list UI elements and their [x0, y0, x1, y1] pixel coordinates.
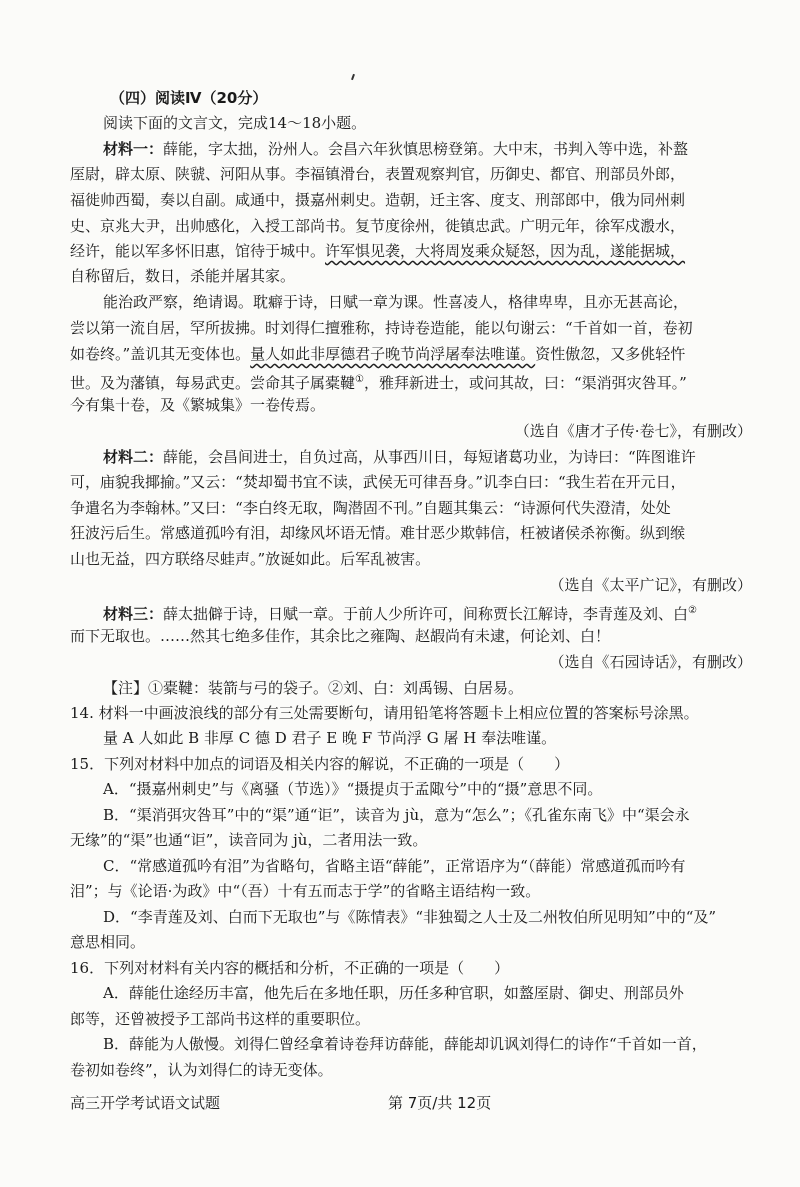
material2-line-3: 争遣名为李翰林。”又曰：“李白终无取，陶潜固不刊。”自题其集云：“诗源何代失澄清，处处 [70, 499, 671, 517]
material2-line-4: 狂波污后生。常感道孤吟有泪，却缘风坏语无情。难甘恶少欺韩信，枉被诸侯杀祢衡。纵到缑 [70, 524, 686, 542]
q15-option-a: A．“摄嘉州刺史”与《离骚（节选）》“摄提贞于孟陬兮”中的“摄”意思不同。 [103, 780, 603, 798]
note-ref-2: ② [688, 605, 697, 616]
q15-option-d-line-1: D．“李青莲及刘、白而下无取也”与《陈情表》“非独蜀之人士及二州牧伯所见明知”中的“及” [103, 908, 717, 926]
material3-label: 材料三： [103, 605, 164, 623]
intro-line: 阅读下面的文言文，完成14～18小题。 [103, 114, 367, 132]
scan-speck [351, 74, 355, 80]
material1-source: （选自《唐才子传·卷七》，有删改） [514, 422, 752, 440]
q16-option-b-line-2: 卷初如卷终”，认为刘得仁的诗无变体。 [70, 1061, 333, 1079]
material3-source: （选自《石园诗话》，有删改） [549, 653, 752, 671]
material1-label: 材料一： [103, 140, 164, 158]
material1-para2-line-5: 今有集十卷，及《繁城集》一卷传焉。 [70, 396, 326, 414]
material2-line-1: 材料二：薛能，会昌间进士，自负过高，从事西川日，每短诸葛功业，为诗曰：“阵图谁许 [103, 448, 696, 466]
footer-exam-title: 高三开学考试语文试题 [70, 1094, 221, 1112]
material3-line-2: 而下无取也。……然其七绝多佳作，其余比之雍陶、赵嘏尚有未逮，何论刘、白！ [70, 627, 611, 645]
material1-line-3: 福徙帅西蜀，奏以自副。咸通中，摄嘉州刺史。造朝，迁主客、度支、刑部郎中，俄为同州刺 [70, 191, 686, 209]
material3-line-1: 材料三：薛太拙僻于诗，日赋一章。于前人少所许可，间称贾长江解诗，李青莲及刘、白② [103, 605, 697, 623]
material1-line-6: 自称留后，数日，杀能并屠其家。 [70, 267, 296, 285]
wavy-underline-segment-2: 量人如此非厚德君子晚节尚浮屠奉法唯谨。 [250, 345, 536, 363]
material1-line-4: 史、京兆大尹，出帅感化，入授工部尚书。复节度徐州，徙镇忠武。广明元年，徐军戍溵水， [70, 217, 686, 235]
q15-option-b-line-1: B．“渠消弭灾咎耳”中的“渠”通“讵”，读音为 jù，意为“怎么”；《孔雀东南飞》中“渠会永 [103, 806, 690, 824]
q15-option-c-line-2: 泪”；与《论语·为政》中“（吾）十有五而志于学”的省略主语结构一致。 [70, 882, 541, 900]
q16-option-a-line-1: A．薛能仕途经历丰富，他先后在多地任职，历任多种官职，如盩厔尉、御史、刑部员外 [103, 984, 684, 1002]
material2-source: （选自《太平广记》，有删改） [549, 576, 752, 594]
q14-stem: 14. 材料一中画波浪线的部分有三处需要断句，请用铅笔将答题卡上相应位置的答案标号涂黑。 [70, 704, 699, 722]
note-ref-1: ① [355, 374, 364, 385]
q16-option-b-line-1: B．薛能为人傲慢。刘得仁曾经拿着诗卷拜访薛能，薛能却讥讽刘得仁的诗作“千首如一首， [103, 1035, 707, 1053]
material1-line-2: 厔尉，辟太原、陕虢、河阳从事。李福镇滑台，表置观察判官，历御史、都官、刑部员外郎， [70, 165, 686, 183]
wavy-underline-segment-1: 许军惧见袭，大将周岌乘众疑怒，因为乱，遂能据城， [325, 242, 686, 260]
notes: 【注】①橐鞬：装箭与弓的袋子。②刘、白：刘禹锡、白居易。 [103, 679, 524, 697]
q16-option-a-line-2: 郎等，还曾被授予工部尚书这样的重要职位。 [70, 1010, 371, 1028]
q16-stem: 16．下列对材料有关内容的概括和分析，不正确的一项是（ ） [70, 959, 510, 977]
material2-label: 材料二： [103, 448, 164, 466]
section-heading: （四）阅读Ⅳ（20分） [110, 89, 268, 107]
material1-para2-line-3: 如卷终。”盖讥其无变体也。量人如此非厚德君子晚节尚浮屠奉法唯谨。资性傲忽，又多佻轻忤 [70, 345, 686, 363]
q14-options: 量 A 人如此 B 非厚 C 德 D 君子 E 晚 F 节尚浮 G 屠 H 奉法唯谨。 [103, 729, 557, 747]
material1-line-1: 材料一：薛能，字太拙，汾州人。会昌六年狄慎思榜登第。大中末，书判入等中选，补盩 [103, 140, 689, 158]
material1-para2-line-2: 尝以第一流自居，罕所拔拂。时刘得仁擅雅称，持诗卷造能，能以句谢云：“千首如一首，卷初 [70, 319, 693, 337]
material1-line-5: 经许，能以军多怀旧惠，馆待于城中。许军惧见袭，大将周岌乘众疑怒，因为乱，遂能据城， [70, 242, 686, 260]
material2-line-2: 可，庙貌我揶揄。”又云：“焚却蜀书宜不读，武侯无可律吾身。”讥李白曰：“我生若在开元日， [70, 473, 686, 491]
q15-option-c-line-1: C．“常感道孤吟有泪”为省略句，省略主语“薛能”，正常语序为“（薛能）常感道孤而吟有 [103, 857, 686, 875]
material1-para2-line-4: 世。及为藩镇，每易武吏。尝命其子属橐鞬①，雅拜新进士，或问其故，曰：“渠消弭灾咎耳。” [70, 374, 687, 392]
material2-line-5: 山也无益，四方联络尽蛙声。”放诞如此。后军乱被害。 [70, 550, 431, 568]
q15-stem: 15．下列对材料中加点的词语及相关内容的解说，不正确的一项是（ ） [70, 755, 570, 773]
material1-para2-line-1: 能治政严察，绝请谒。耽癖于诗，日赋一章为课。性喜凌人，格律卑卑，且亦无甚高论， [103, 293, 689, 311]
footer-page-number: 第 7页/共 12页 [388, 1094, 492, 1112]
q15-option-d-line-2: 意思相同。 [70, 933, 146, 951]
q15-option-b-line-2: 无缘”的“渠”也通“讵”，读音同为 jù，二者用法一致。 [70, 831, 428, 849]
